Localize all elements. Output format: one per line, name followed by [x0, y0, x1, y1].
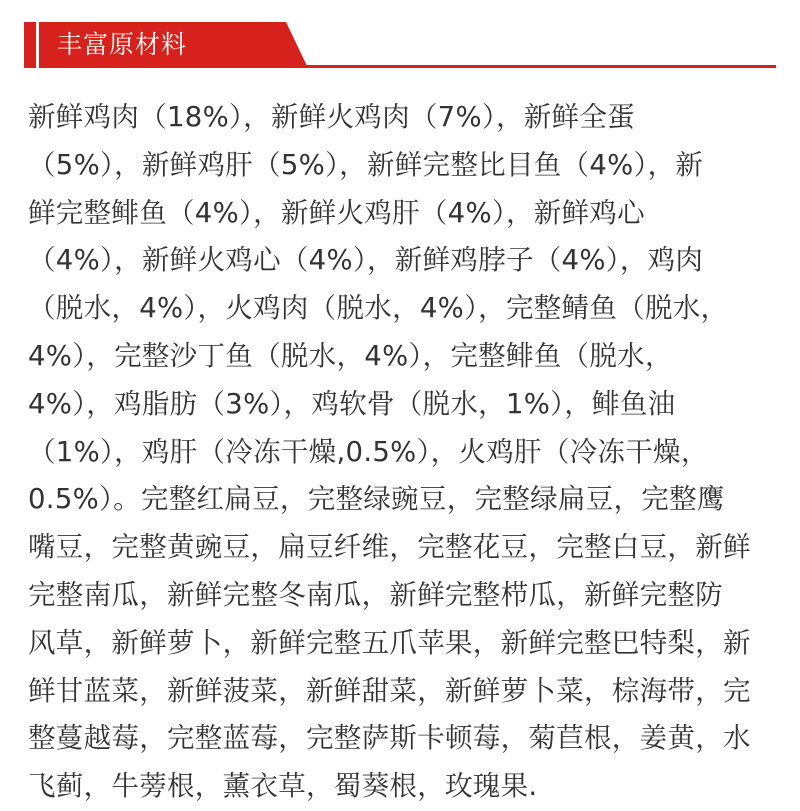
ingredient-line: 风草，新鲜萝卜，新鲜完整五爪苹果，新鲜完整巴特梨，新: [28, 626, 751, 659]
ingredient-line: 鲜甘蓝菜，新鲜菠菜，新鲜甜菜，新鲜萝卜菜，棕海带，完: [28, 674, 751, 707]
ingredient-line: 新鲜鸡肉（18%），新鲜火鸡肉（7%），新鲜全蛋: [28, 101, 635, 133]
header-white-stripe: [36, 22, 39, 68]
ingredient-line: 飞蓟，牛蒡根，薰衣草，蜀葵根，玫瑰果.: [28, 770, 538, 803]
ingredient-line: 整蔓越莓，完整蓝莓，完整萨斯卡顿莓，菊苣根，姜黄，水: [28, 722, 751, 755]
section-title: 丰富原材料: [57, 30, 188, 59]
ingredient-line: （4%），新鲜火鸡心（4%），新鲜鸡脖子（4%），鸡肉: [28, 244, 704, 277]
ingredients-paragraph: [28, 94, 788, 811]
ingredient-line: 4%），完整沙丁鱼（脱水，4%），完整鲱鱼（脱水，: [28, 339, 673, 372]
ingredient-line: 4%），鸡脂肪（3%），鸡软骨（脱水，1%），鲱鱼油: [28, 387, 676, 420]
header-underline: [290, 65, 776, 68]
ingredient-line: 鲜完整鲱鱼（4%），新鲜火鸡肝（4%），新鲜鸡心: [28, 196, 645, 229]
ingredient-line: （脱水，4%），火鸡肉（脱水，4%），完整鲭鱼（脱水，: [28, 292, 729, 325]
ingredient-line: （1%），鸡肝（冷冻干燥,0.5%），火鸡肝（冷冻干燥，: [28, 435, 709, 468]
ingredient-line: （5%），新鲜鸡肝（5%），新鲜完整比目鱼（4%），新: [28, 148, 704, 181]
ingredient-line: 完整南瓜，新鲜完整冬南瓜，新鲜完整栉瓜，新鲜完整防: [28, 578, 723, 611]
ingredient-line: 0.5%）。完整红扁豆，完整绿豌豆，完整绿扁豆，完整鹰: [28, 483, 725, 516]
ingredient-line: 嘴豆，完整黄豌豆，扁豆纤维，完整花豆，完整白豆，新鲜: [28, 531, 751, 564]
